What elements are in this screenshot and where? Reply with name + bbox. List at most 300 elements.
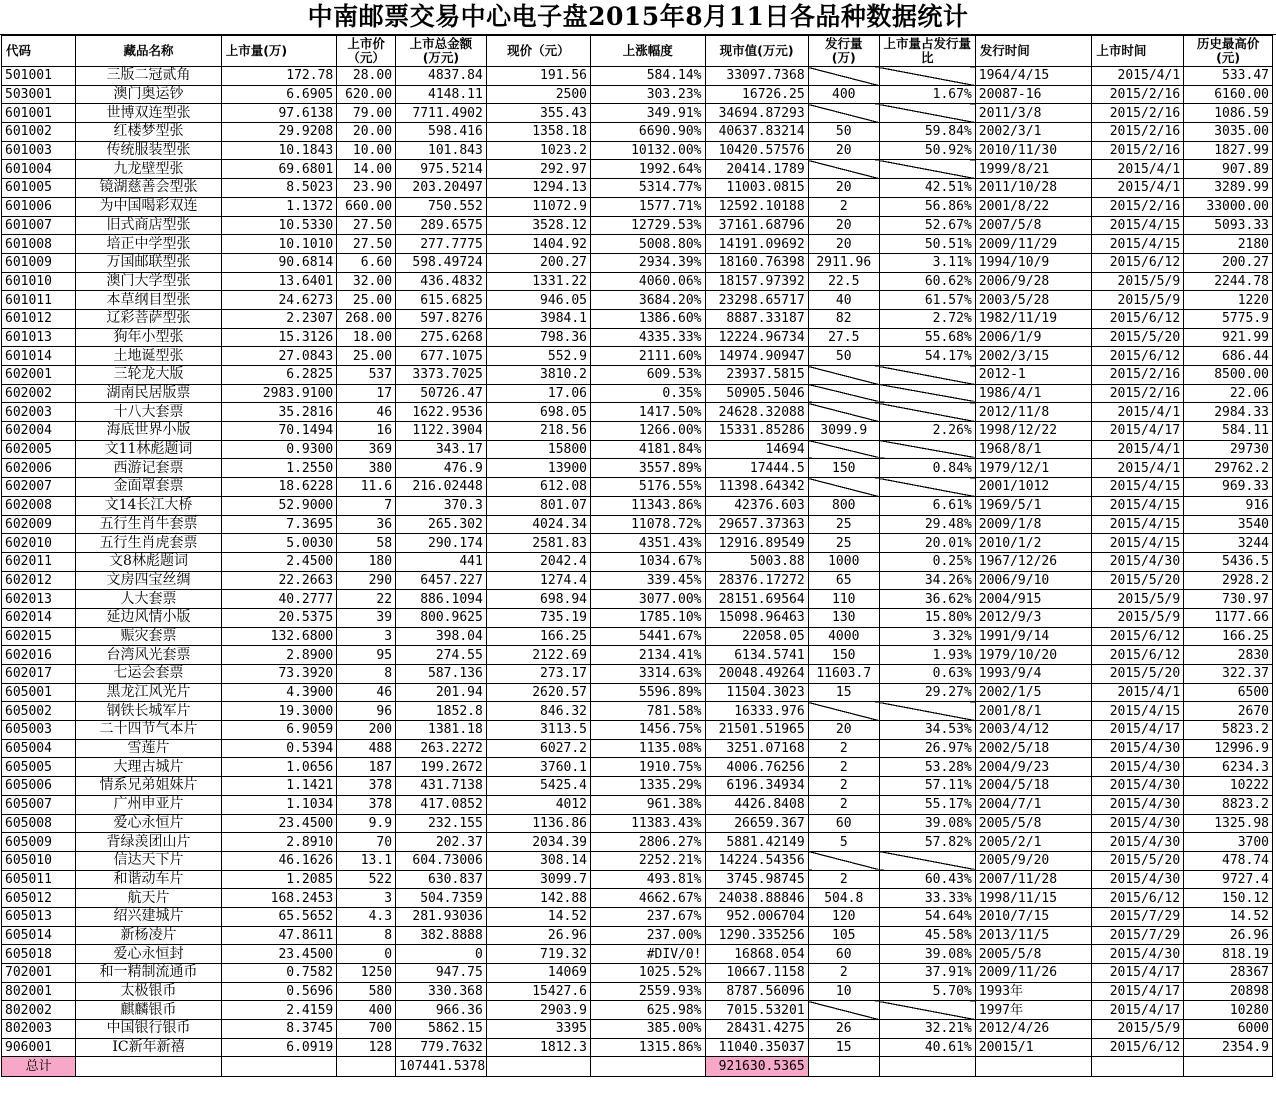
cell-name: 爱心永恒片 — [76, 814, 221, 833]
cell-market-value: 16333.976 — [705, 702, 808, 721]
cell-historic-high: 1177.66 — [1184, 608, 1273, 627]
cell-name: 雪莲片 — [76, 739, 221, 758]
cell-increase: 3314.63% — [591, 665, 706, 684]
cell-name: 台湾风光套票 — [76, 646, 221, 665]
cell-listing-ratio: 54.64% — [879, 907, 975, 926]
cell-current-price: 17.06 — [486, 384, 590, 403]
table-row — [2, 1038, 1273, 1057]
cell-listing-date: 2015/5/9 — [1092, 272, 1184, 291]
cell-issue-volume: 130 — [808, 608, 879, 627]
cell-market-value: 17444.5 — [705, 459, 808, 478]
cell-market-value: 37161.68796 — [705, 216, 808, 235]
total-market-value: 921630.5365 — [705, 1057, 808, 1077]
cell-listing-ratio: 1.93% — [879, 646, 975, 665]
cell-listing-date: 2015/4/17 — [1092, 721, 1184, 740]
sheet-title: 中南邮票交易中心电子盘2015年8月11日各品种数据统计 — [0, 0, 1276, 35]
cell-current-price: 273.17 — [486, 665, 590, 684]
table-row — [2, 590, 1273, 609]
cell-issue-date: 1982/11/19 — [975, 309, 1092, 328]
cell-code: 601005 — [2, 179, 76, 198]
cell-name: 镜湖慈善会型张 — [76, 179, 221, 198]
cell-historic-high: 3540 — [1184, 515, 1273, 534]
cell-listing-volume: 2983.9100 — [221, 384, 337, 403]
cell-current-price: 1331.22 — [486, 272, 590, 291]
cell-listing-amount: 604.73006 — [396, 851, 487, 870]
cell-listing-ratio: 53.28% — [879, 758, 975, 777]
cell-listing-date: 2015/6/12 — [1092, 253, 1184, 272]
table-row — [2, 721, 1273, 740]
cell-issue-date: 1986/4/1 — [975, 384, 1092, 403]
table-row — [2, 646, 1273, 665]
cell-market-value: 18157.97392 — [705, 272, 808, 291]
cell-issue-date: 2001/8/1 — [975, 702, 1092, 721]
cell-code: 605001 — [2, 683, 76, 702]
cell-market-value: 23298.65717 — [705, 291, 808, 310]
cell-listing-ratio-blank — [879, 851, 975, 870]
cell-listing-amount: 398.04 — [396, 627, 487, 646]
cell-issue-date: 1997年 — [975, 1001, 1092, 1020]
cell-listing-volume: 1.2085 — [221, 870, 337, 889]
cell-issue-date: 2012/9/3 — [975, 608, 1092, 627]
cell-increase: 12729.53% — [591, 216, 706, 235]
cell-increase: 5176.55% — [591, 478, 706, 497]
cell-listing-amount: 216.02448 — [396, 478, 487, 497]
cell-listing-volume: 23.4500 — [221, 945, 337, 964]
cell-listing-amount: 199.2672 — [396, 758, 487, 777]
cell-historic-high: 9727.4 — [1184, 870, 1273, 889]
cell-listing-date: 2015/2/16 — [1092, 104, 1184, 123]
cell-issue-volume: 2911.96 — [808, 253, 879, 272]
cell-historic-high: 5436.5 — [1184, 552, 1273, 571]
cell-listing-date: 2015/4/15 — [1092, 216, 1184, 235]
cell-historic-high: 12996.9 — [1184, 739, 1273, 758]
cell-code: 602010 — [2, 534, 76, 553]
cell-current-price: 218.56 — [486, 422, 590, 441]
cell-increase: 1785.10% — [591, 608, 706, 627]
cell-listing-amount: 431.7138 — [396, 777, 487, 796]
cell-code: 503001 — [2, 85, 76, 104]
cell-issue-date: 2005/5/8 — [975, 945, 1092, 964]
cell-historic-high: 3700 — [1184, 833, 1273, 852]
cell-listing-date: 2015/4/15 — [1092, 478, 1184, 497]
cell-listing-volume: 6.2825 — [221, 366, 337, 385]
cell-listing-amount: 677.1075 — [396, 347, 487, 366]
cell-listing-amount: 436.4832 — [396, 272, 487, 291]
cell-issue-volume: 2 — [808, 777, 879, 796]
cell-issue-date: 1969/5/1 — [975, 496, 1092, 515]
cell-issue-volume: 25 — [808, 534, 879, 553]
cell-listing-date: 2015/4/1 — [1092, 459, 1184, 478]
cell-code: 605002 — [2, 702, 76, 721]
table-row — [2, 160, 1273, 179]
cell-code: 605010 — [2, 851, 76, 870]
cell-current-price: 3760.1 — [486, 758, 590, 777]
cell-listing-date: 2015/4/30 — [1092, 814, 1184, 833]
cell-listing-ratio: 57.11% — [879, 777, 975, 796]
cell-listing-volume: 27.0843 — [221, 347, 337, 366]
cell-listing-volume: 97.6138 — [221, 104, 337, 123]
header-listing-amount: 上市总金额 (万元) — [396, 36, 487, 67]
cell-listing-ratio: 39.08% — [879, 945, 975, 964]
cell-listing-amount: 1381.18 — [396, 721, 487, 740]
cell-empty — [486, 1057, 590, 1077]
cell-increase: 2252.21% — [591, 851, 706, 870]
cell-market-value: 34694.87293 — [705, 104, 808, 123]
cell-market-value: 21501.51965 — [705, 721, 808, 740]
cell-code: 601001 — [2, 104, 76, 123]
cell-current-price: 355.43 — [486, 104, 590, 123]
cell-current-price: 798.36 — [486, 328, 590, 347]
cell-listing-ratio-blank — [879, 104, 975, 123]
table-row — [2, 384, 1273, 403]
cell-listing-date: 2015/4/30 — [1092, 777, 1184, 796]
cell-issue-volume: 20 — [808, 721, 879, 740]
cell-issue-volume: 20 — [808, 216, 879, 235]
cell-empty — [975, 1057, 1092, 1077]
cell-code: 802002 — [2, 1001, 76, 1020]
cell-listing-price: 13.1 — [337, 851, 396, 870]
table-row — [2, 67, 1273, 86]
cell-listing-ratio: 2.72% — [879, 309, 975, 328]
cell-market-value: 11398.64342 — [705, 478, 808, 497]
cell-listing-volume: 20.5375 — [221, 608, 337, 627]
cell-listing-date: 2015/2/16 — [1092, 197, 1184, 216]
cell-listing-price: 32.00 — [337, 272, 396, 291]
cell-current-price: 14.52 — [486, 907, 590, 926]
table-row — [2, 515, 1273, 534]
cell-market-value: 28431.4275 — [705, 1020, 808, 1039]
cell-code: 602009 — [2, 515, 76, 534]
cell-historic-high: 29762.2 — [1184, 459, 1273, 478]
cell-issue-volume: 2 — [808, 964, 879, 983]
table-row — [2, 814, 1273, 833]
cell-listing-price: 620.00 — [337, 85, 396, 104]
cell-market-value: 18160.76398 — [705, 253, 808, 272]
cell-historic-high: 5093.33 — [1184, 216, 1273, 235]
cell-increase: 1386.60% — [591, 309, 706, 328]
cell-name: 延边风情小版 — [76, 608, 221, 627]
cell-listing-ratio: 55.17% — [879, 795, 975, 814]
cell-current-price: 4012 — [486, 795, 590, 814]
cell-listing-price: 700 — [337, 1020, 396, 1039]
header-listing-date: 上市时间 — [1092, 36, 1184, 67]
cell-issue-date: 2004/5/18 — [975, 777, 1092, 796]
cell-listing-ratio: 60.62% — [879, 272, 975, 291]
cell-listing-date: 2015/4/1 — [1092, 440, 1184, 459]
cell-listing-date: 2015/6/12 — [1092, 646, 1184, 665]
cell-listing-amount: 289.6575 — [396, 216, 487, 235]
cell-listing-ratio: 33.33% — [879, 889, 975, 908]
cell-issue-date: 2004/9/23 — [975, 758, 1092, 777]
cell-issue-date: 1964/4/15 — [975, 67, 1092, 86]
cell-listing-date: 2015/4/1 — [1092, 67, 1184, 86]
cell-listing-date: 2015/5/9 — [1092, 1020, 1184, 1039]
table-row — [2, 627, 1273, 646]
cell-historic-high: 907.89 — [1184, 160, 1273, 179]
cell-historic-high: 2244.78 — [1184, 272, 1273, 291]
table-row — [2, 982, 1273, 1001]
cell-name: 广州申亚片 — [76, 795, 221, 814]
cell-listing-ratio: 5.70% — [879, 982, 975, 1001]
cell-listing-price: 268.00 — [337, 309, 396, 328]
cell-listing-amount: 50726.47 — [396, 384, 487, 403]
cell-increase: 5314.77% — [591, 179, 706, 198]
cell-name: 钢铁长城军片 — [76, 702, 221, 721]
cell-code: 601013 — [2, 328, 76, 347]
cell-name: 太极银币 — [76, 982, 221, 1001]
cell-listing-price: 36 — [337, 515, 396, 534]
cell-historic-high: 26.96 — [1184, 926, 1273, 945]
cell-listing-volume: 2.8910 — [221, 833, 337, 852]
table-row — [2, 889, 1273, 908]
cell-code: 605012 — [2, 889, 76, 908]
cell-listing-date: 2015/2/16 — [1092, 366, 1184, 385]
cell-increase: 4351.43% — [591, 534, 706, 553]
cell-name: 澳门奥运钞 — [76, 85, 221, 104]
cell-increase: 493.81% — [591, 870, 706, 889]
cell-historic-high: 6160.00 — [1184, 85, 1273, 104]
cell-current-price: 5425.4 — [486, 777, 590, 796]
table-row — [2, 683, 1273, 702]
cell-increase: 1034.67% — [591, 552, 706, 571]
cell-listing-price: 20.00 — [337, 123, 396, 142]
cell-issue-date: 2009/11/26 — [975, 964, 1092, 983]
cell-issue-date: 2013/11/5 — [975, 926, 1092, 945]
cell-market-value: 7015.53201 — [705, 1001, 808, 1020]
cell-listing-price: 3 — [337, 627, 396, 646]
cell-listing-volume: 0.5394 — [221, 739, 337, 758]
cell-code: 602014 — [2, 608, 76, 627]
cell-code: 601010 — [2, 272, 76, 291]
cell-market-value: 14694 — [705, 440, 808, 459]
cell-issue-date: 2002/1/5 — [975, 683, 1092, 702]
cell-listing-amount: 275.6268 — [396, 328, 487, 347]
cell-listing-date: 2015/2/16 — [1092, 123, 1184, 142]
cell-listing-ratio-blank — [879, 366, 975, 385]
cell-name: 文11林彪题词 — [76, 440, 221, 459]
cell-code: 602015 — [2, 627, 76, 646]
cell-listing-amount: 277.7775 — [396, 235, 487, 254]
cell-issue-volume: 4000 — [808, 627, 879, 646]
cell-listing-date: 2015/4/17 — [1092, 422, 1184, 441]
cell-listing-amount: 232.155 — [396, 814, 487, 833]
cell-name: 新杨凌片 — [76, 926, 221, 945]
cell-name: 五行生肖虎套票 — [76, 534, 221, 553]
cell-listing-date: 2015/4/1 — [1092, 160, 1184, 179]
cell-market-value: 4006.76256 — [705, 758, 808, 777]
cell-listing-ratio-blank — [879, 160, 975, 179]
cell-increase: 3077.00% — [591, 590, 706, 609]
cell-listing-date: 2015/4/17 — [1092, 1001, 1184, 1020]
cell-code: 605004 — [2, 739, 76, 758]
cell-issue-date: 1991/9/14 — [975, 627, 1092, 646]
cell-code: 601004 — [2, 160, 76, 179]
cell-current-price: 26.96 — [486, 926, 590, 945]
cell-current-price: 14069 — [486, 964, 590, 983]
cell-current-price: 612.08 — [486, 478, 590, 497]
cell-listing-date: 2015/5/20 — [1092, 665, 1184, 684]
cell-listing-date: 2015/4/30 — [1092, 739, 1184, 758]
cell-increase: 5008.80% — [591, 235, 706, 254]
cell-current-price: 1136.86 — [486, 814, 590, 833]
cell-current-price: 11072.9 — [486, 197, 590, 216]
cell-current-price: 166.25 — [486, 627, 590, 646]
cell-issue-volume-blank — [808, 384, 879, 403]
cell-issue-date: 2006/1/9 — [975, 328, 1092, 347]
cell-listing-ratio: 15.80% — [879, 608, 975, 627]
total-row — [2, 1057, 1273, 1077]
cell-issue-date: 2001/8/22 — [975, 197, 1092, 216]
cell-listing-price: 8 — [337, 665, 396, 684]
cell-listing-volume: 1.1372 — [221, 197, 337, 216]
cell-code: 601009 — [2, 253, 76, 272]
cell-listing-amount: 800.9625 — [396, 608, 487, 627]
cell-name: 西游记套票 — [76, 459, 221, 478]
total-label: 总计 — [2, 1057, 76, 1077]
cell-code: 605011 — [2, 870, 76, 889]
cell-listing-volume: 2.4500 — [221, 552, 337, 571]
cell-issue-volume: 26 — [808, 1020, 879, 1039]
cell-increase: 2806.27% — [591, 833, 706, 852]
cell-listing-price: 23.90 — [337, 179, 396, 198]
cell-increase: 1577.71% — [591, 197, 706, 216]
cell-issue-date: 2003/5/28 — [975, 291, 1092, 310]
cell-listing-price: 58 — [337, 534, 396, 553]
cell-listing-date: 2015/5/9 — [1092, 608, 1184, 627]
cell-listing-date: 2015/4/30 — [1092, 945, 1184, 964]
cell-issue-date: 1993年 — [975, 982, 1092, 1001]
cell-listing-volume: 52.9000 — [221, 496, 337, 515]
cell-name: 文房四宝丝绸 — [76, 571, 221, 590]
cell-market-value: 12592.10188 — [705, 197, 808, 216]
cell-issue-date: 20015/1 — [975, 1038, 1092, 1057]
cell-current-price: 1358.18 — [486, 123, 590, 142]
cell-empty — [337, 1057, 396, 1077]
cell-listing-volume: 2.8900 — [221, 646, 337, 665]
cell-issue-date: 1967/12/26 — [975, 552, 1092, 571]
cell-listing-ratio: 34.53% — [879, 721, 975, 740]
header-current-price: 现价（元） — [486, 36, 590, 67]
cell-market-value: 24038.88846 — [705, 889, 808, 908]
table-row — [2, 253, 1273, 272]
cell-listing-ratio-blank — [879, 67, 975, 86]
cell-increase: 339.45% — [591, 571, 706, 590]
cell-listing-volume: 10.1010 — [221, 235, 337, 254]
cell-listing-volume: 7.3695 — [221, 515, 337, 534]
cell-listing-volume: 46.1626 — [221, 851, 337, 870]
cell-historic-high: 969.33 — [1184, 478, 1273, 497]
cell-listing-volume: 29.9208 — [221, 123, 337, 142]
cell-increase: 385.00% — [591, 1020, 706, 1039]
cell-listing-amount: 779.7632 — [396, 1038, 487, 1057]
cell-listing-date: 2015/5/20 — [1092, 571, 1184, 590]
cell-listing-volume: 6.6905 — [221, 85, 337, 104]
cell-issue-volume: 10 — [808, 982, 879, 1001]
cell-listing-ratio: 39.08% — [879, 814, 975, 833]
table-body — [2, 67, 1273, 1057]
cell-code: 605014 — [2, 926, 76, 945]
cell-code: 602008 — [2, 496, 76, 515]
cell-market-value: 15098.96463 — [705, 608, 808, 627]
cell-current-price: 1023.2 — [486, 141, 590, 160]
cell-historic-high: 1220 — [1184, 291, 1273, 310]
cell-listing-date: 2015/4/15 — [1092, 515, 1184, 534]
cell-increase: 1992.64% — [591, 160, 706, 179]
cell-issue-volume: 150 — [808, 459, 879, 478]
cell-market-value: 10420.57576 — [705, 141, 808, 160]
cell-historic-high: 33000.00 — [1184, 197, 1273, 216]
cell-listing-ratio: 57.82% — [879, 833, 975, 852]
table-row — [2, 702, 1273, 721]
cell-name: 文14长江大桥 — [76, 496, 221, 515]
cell-listing-volume: 13.6401 — [221, 272, 337, 291]
cell-empty — [1184, 1057, 1273, 1077]
cell-listing-price: 380 — [337, 459, 396, 478]
cell-current-price: 1812.3 — [486, 1038, 590, 1057]
cell-current-price: 200.27 — [486, 253, 590, 272]
cell-listing-volume: 90.6814 — [221, 253, 337, 272]
cell-issue-date: 2010/1/2 — [975, 534, 1092, 553]
cell-listing-ratio: 42.51% — [879, 179, 975, 198]
cell-issue-date: 2005/5/8 — [975, 814, 1092, 833]
cell-increase: 1315.86% — [591, 1038, 706, 1057]
cell-name: 文8林彪题词 — [76, 552, 221, 571]
cell-issue-date: 2006/9/28 — [975, 272, 1092, 291]
cell-listing-price: 8 — [337, 926, 396, 945]
cell-increase: 609.53% — [591, 366, 706, 385]
cell-historic-high: 3244 — [1184, 534, 1273, 553]
cell-code: 602005 — [2, 440, 76, 459]
cell-listing-ratio: 40.61% — [879, 1038, 975, 1057]
cell-listing-price: 580 — [337, 982, 396, 1001]
cell-code: 602012 — [2, 571, 76, 590]
cell-current-price: 13900 — [486, 459, 590, 478]
cell-listing-volume: 8.3745 — [221, 1020, 337, 1039]
cell-issue-date: 2002/3/1 — [975, 123, 1092, 142]
cell-listing-price: 70 — [337, 833, 396, 852]
cell-listing-amount: 630.837 — [396, 870, 487, 889]
table-row — [2, 85, 1273, 104]
cell-listing-date: 2015/2/16 — [1092, 384, 1184, 403]
cell-issue-date: 2006/9/10 — [975, 571, 1092, 590]
cell-listing-amount: 370.3 — [396, 496, 487, 515]
cell-market-value: 14191.09692 — [705, 235, 808, 254]
cell-name: 万国邮联型张 — [76, 253, 221, 272]
cell-listing-volume: 2.4159 — [221, 1001, 337, 1020]
cell-listing-price: 9.9 — [337, 814, 396, 833]
cell-increase: 0.35% — [591, 384, 706, 403]
cell-listing-volume: 0.7582 — [221, 964, 337, 983]
cell-empty — [879, 1057, 975, 1077]
cell-issue-date: 2007/5/8 — [975, 216, 1092, 235]
cell-listing-price: 28.00 — [337, 67, 396, 86]
cell-issue-volume: 1000 — [808, 552, 879, 571]
cell-current-price: 3113.5 — [486, 721, 590, 740]
cell-issue-date: 1994/10/9 — [975, 253, 1092, 272]
cell-issue-volume-blank — [808, 160, 879, 179]
header-historic-high: 历史最高价 (元) — [1184, 36, 1273, 67]
cell-code: 602013 — [2, 590, 76, 609]
cell-empty — [1092, 1057, 1184, 1077]
cell-increase: 237.00% — [591, 926, 706, 945]
table-row — [2, 272, 1273, 291]
cell-listing-amount: 202.37 — [396, 833, 487, 852]
table-row — [2, 478, 1273, 497]
cell-listing-price: 378 — [337, 777, 396, 796]
cell-listing-ratio: 36.62% — [879, 590, 975, 609]
cell-listing-volume: 6.9059 — [221, 721, 337, 740]
cell-issue-volume: 15 — [808, 1038, 879, 1057]
